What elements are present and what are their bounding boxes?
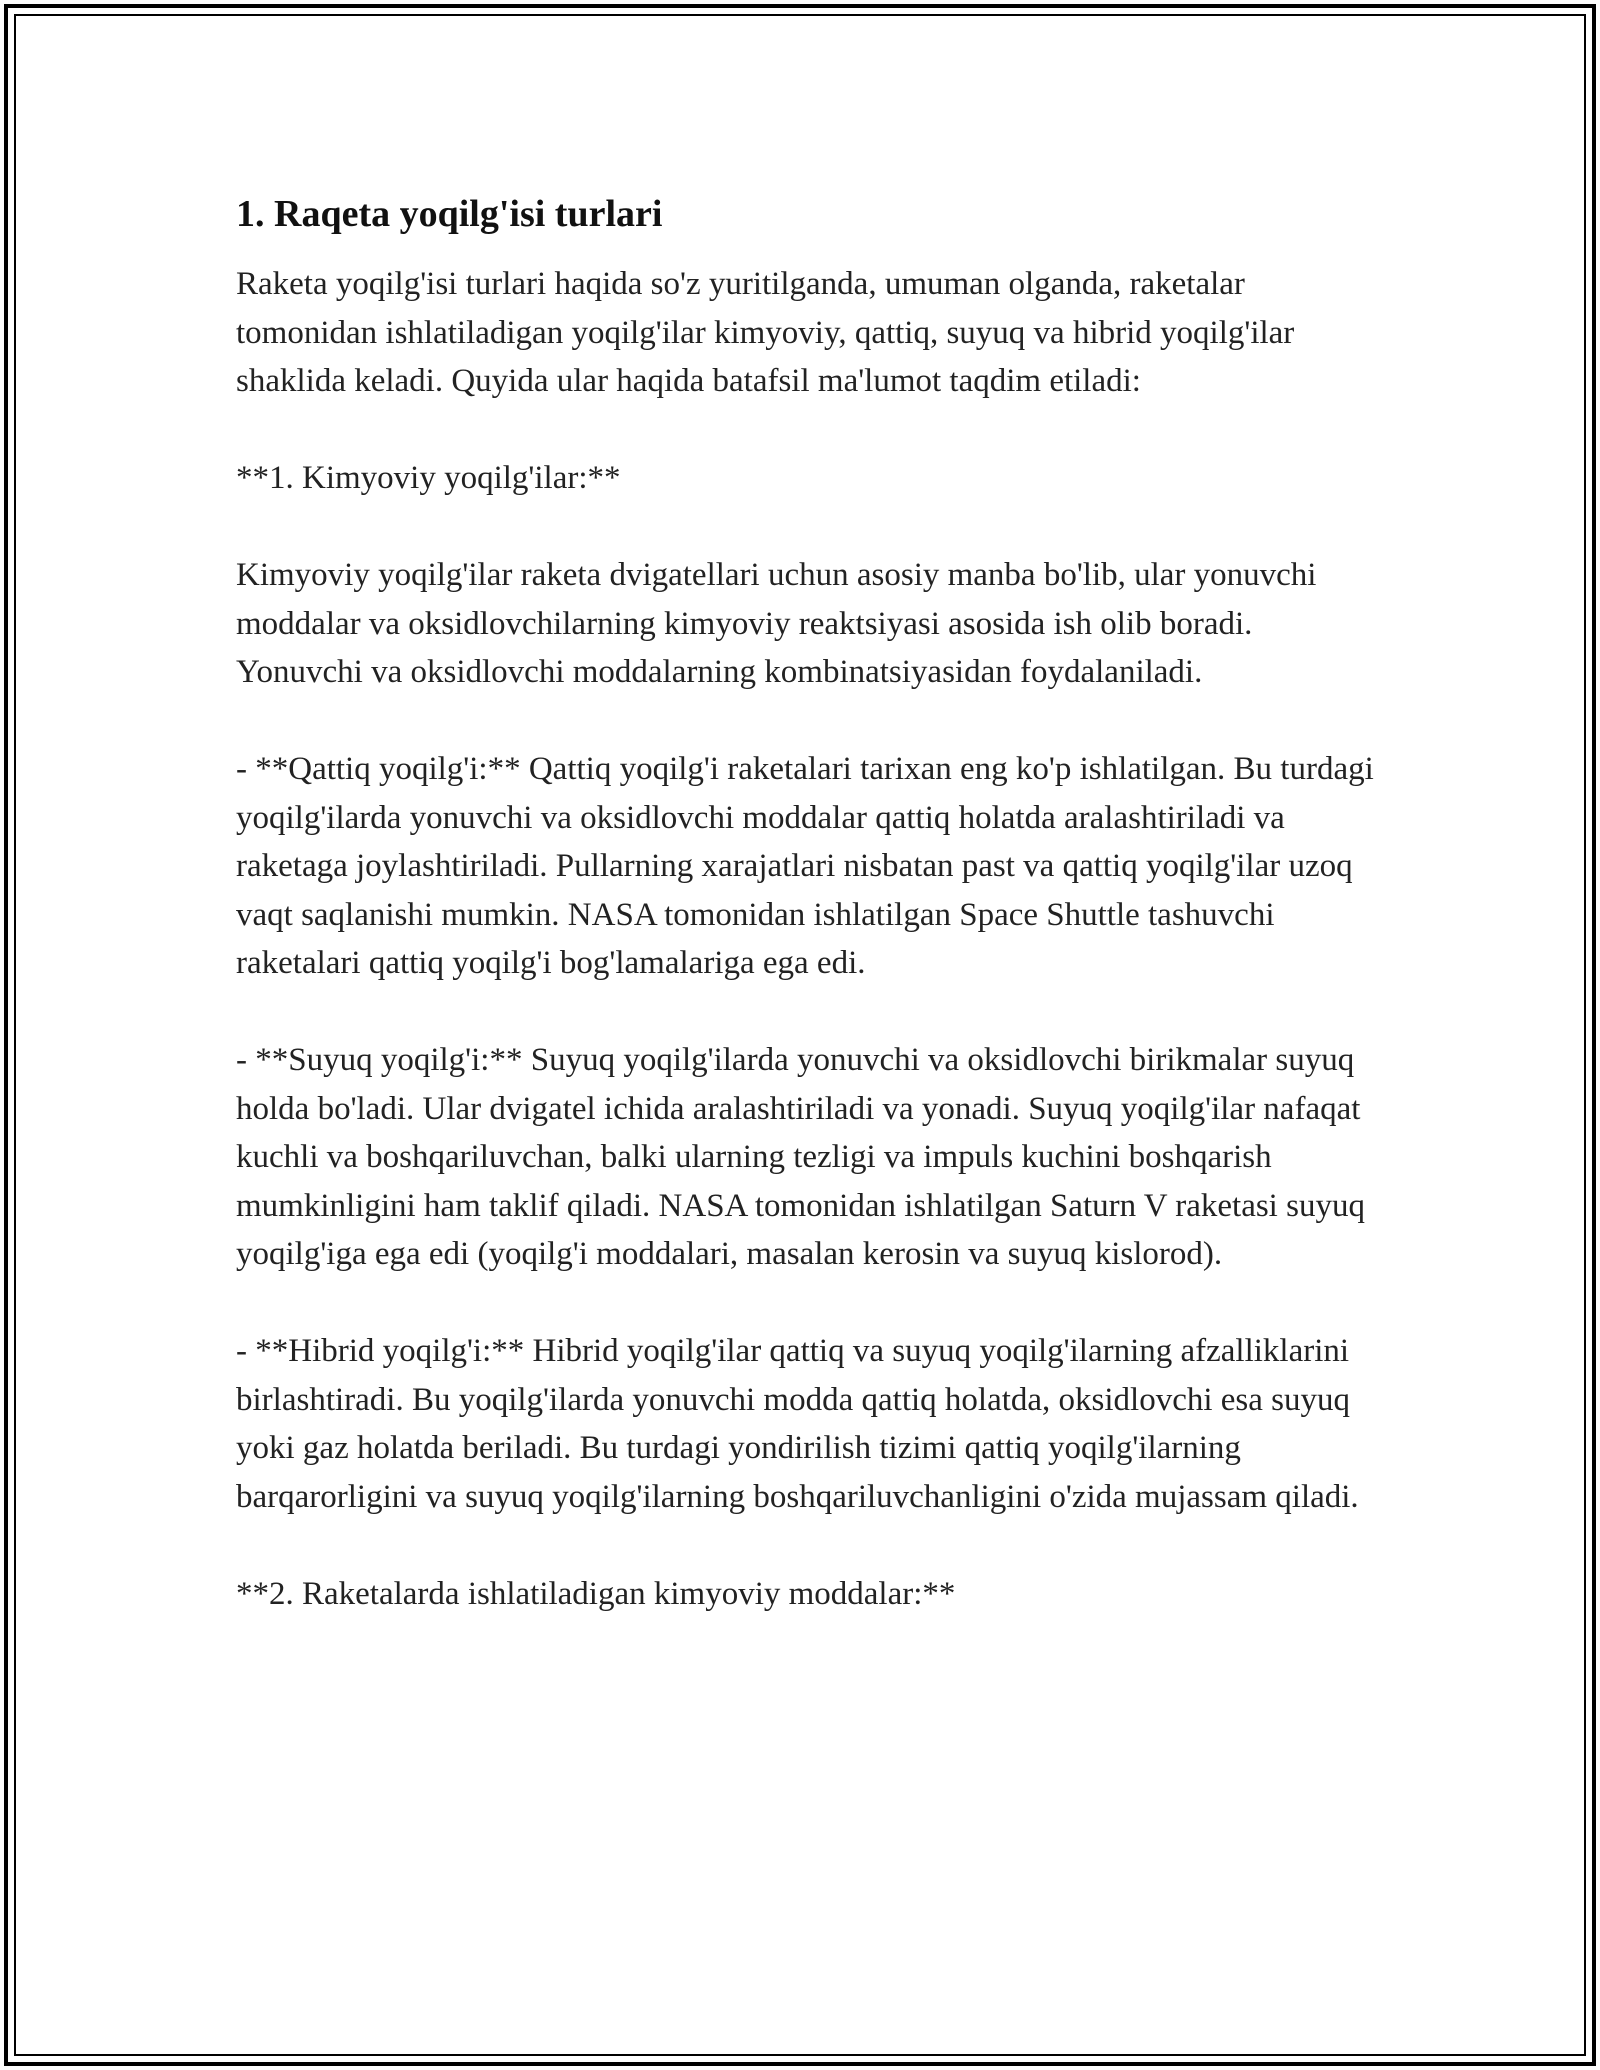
liquid-fuel-paragraph: - **Suyuq yoqilg'i:** Suyuq yoqilg'ilarda yonuvchi va oksidlovchi birikmalar suyuq holda bo'ladi. Ular dvigatel ichida aralashtiriladi va yonadi. Suyuq yoqilg'ilar nafaqat kuchli va boshqariluvchan, balki ularning tezligi va impuls kuchini boshqarish mumkinligini ham taklif qiladi. NASA tomonidan ishlatilgan Saturn V raketasi suyuq yoqilg'iga ega edi (yoqilg'i moddalari, masalan kerosin va suyuq kislorod). xyxy=(236,1042,1365,1272)
chemical-fuels-paragraph: Kimyoviy yoqilg'ilar raketa dvigatellari uchun asosiy manba bo'lib, ular yonuvchi moddalar va oksidlovchilarning kimyoviy reaktsiyasi asosida ish olib boradi. Yonuvchi va oksidlovchi moddalarning kombinatsiyasidan foydalaniladi. xyxy=(236,557,1317,690)
subheading-chemical-substances: **2. Raketalarda ishlatiladigan kimyoviy moddalar:** xyxy=(236,1575,956,1612)
document-body xyxy=(236,188,1376,1618)
intro-paragraph: Raketa yoqilg'isi turlari haqida so'z yuritilganda, umuman olganda, raketalar tomonidan ishlatiladigan yoqilg'ilar kimyoviy, qattiq, suyuq va hibrid yoqilg'ilar shaklida keladi. Quyida ular haqida batafsil ma'lumot taqdim etiladi: xyxy=(236,266,1295,399)
solid-fuel-paragraph: - **Qattiq yoqilg'i:** Qattiq yoqilg'i raketalari tarixan eng ko'p ishlatilgan. Bu turdagi yoqilg'ilarda yonuvchi va oksidlovchi moddalar qattiq holatda aralashtiriladi va raketaga joylashtiriladi. Pullarning xarajatlari nisbatan past va qattiq yoqilg'ilar uzoq vaqt saqlanishi mumkin. NASA tomonidan ishlatilgan Space Shuttle tashuvchi raketalari qattiq yoqilg'i bog'lamalariga ega edi. xyxy=(236,751,1374,981)
hybrid-fuel-paragraph: - **Hibrid yoqilg'i:** Hibrid yoqilg'ilar qattiq va suyuq yoqilg'ilarning afzalliklarini birlashtiradi. Bu yoqilg'ilarda yonuvchi modda qattiq holatda, oksidlovchi esa suyuq yoki gaz holatda beriladi. Bu turdagi yondirilish tizimi qattiq yoqilg'ilarning barqarorligini va suyuq yoqilg'ilarning boshqariluvchanligini o'zida mujassam qiladi. xyxy=(236,1333,1359,1515)
section-heading: 1. Raqeta yoqilg'isi turlari xyxy=(236,193,663,235)
subheading-chemical-fuels: **1. Kimyoviy yoqilg'ilar:** xyxy=(236,460,621,496)
